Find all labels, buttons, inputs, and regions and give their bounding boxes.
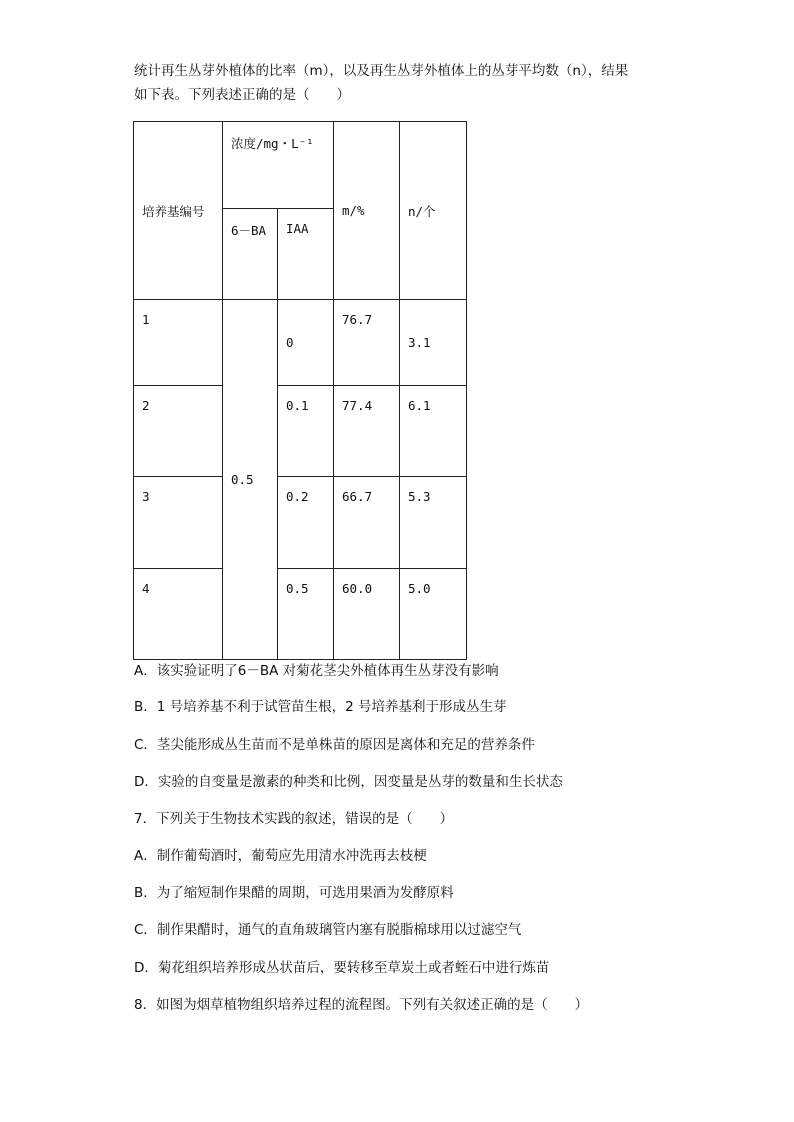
- row-1-m: 76.7: [334, 300, 400, 386]
- q7-stem: 7．下列关于生物技术实践的叙述，错误的是（ ）: [134, 811, 454, 827]
- q7-option-d: D．菊花组织培养形成丛状苗后，要转移至草炭土或者蛭石中进行炼苗: [134, 960, 550, 976]
- results-table: [133, 121, 467, 660]
- q8-stem: 8．如图为烟草植物组织培养过程的流程图。下列有关叙述正确的是（ ）: [134, 997, 589, 1013]
- row-3-iaa: 0.2: [278, 477, 334, 569]
- header-medium-no: 培养基编号: [134, 122, 223, 300]
- row-1-no: 1: [134, 300, 223, 386]
- row-4-m: 60.0: [334, 569, 400, 660]
- q7-option-b: B．为了缩短制作果醋的周期，可选用果酒为发酵原料: [134, 885, 454, 901]
- q6-option-b: B．1 号培养基不利于试管苗生根，2 号培养基利于形成丛生芽: [134, 699, 507, 715]
- row-2-iaa: 0.1: [278, 386, 334, 477]
- q6-option-a: A．该实验证明了6－BA 对菊花茎尖外植体再生丛芽没有影响: [134, 663, 499, 679]
- header-iaa: IAA: [278, 209, 334, 300]
- row-4-iaa: 0.5: [278, 569, 334, 660]
- header-n: n/个: [400, 122, 467, 300]
- header-6ba: 6－BA: [223, 209, 278, 300]
- question-intro-line-2: 如下表。下列表述正确的是（ ）: [134, 87, 350, 103]
- header-m: m/%: [334, 122, 400, 300]
- row-1-iaa: 0: [278, 300, 334, 386]
- row-2-m: 77.4: [334, 386, 400, 477]
- row-2-no: 2: [134, 386, 223, 477]
- row-4-no: 4: [134, 569, 223, 660]
- row-3-n: 5.3: [400, 477, 467, 569]
- row-3-no: 3: [134, 477, 223, 569]
- header-concentration: 浓度/mg・L⁻¹: [223, 122, 334, 209]
- row-1-n: 3.1: [400, 300, 467, 386]
- row-3-m: 66.7: [334, 477, 400, 569]
- q6-option-c: C．茎尖能形成丛生苗而不是单株苗的原因是离体和充足的营养条件: [134, 737, 535, 753]
- q7-option-c: C．制作果醋时，通气的直角玻璃管内塞有脱脂棉球用以过滤空气: [134, 922, 522, 938]
- row-4-n: 5.0: [400, 569, 467, 660]
- ba-value: 0.5: [223, 300, 278, 660]
- row-2-n: 6.1: [400, 386, 467, 477]
- question-intro-line-1: 统计再生丛芽外植体的比率（m），以及再生丛芽外植体上的丛芽平均数（n），结果: [134, 63, 629, 79]
- q6-option-d: D．实验的自变量是激素的种类和比例，因变量是丛芽的数量和生长状态: [134, 774, 563, 790]
- q7-option-a: A．制作葡萄酒时，葡萄应先用清水冲洗再去枝梗: [134, 848, 427, 864]
